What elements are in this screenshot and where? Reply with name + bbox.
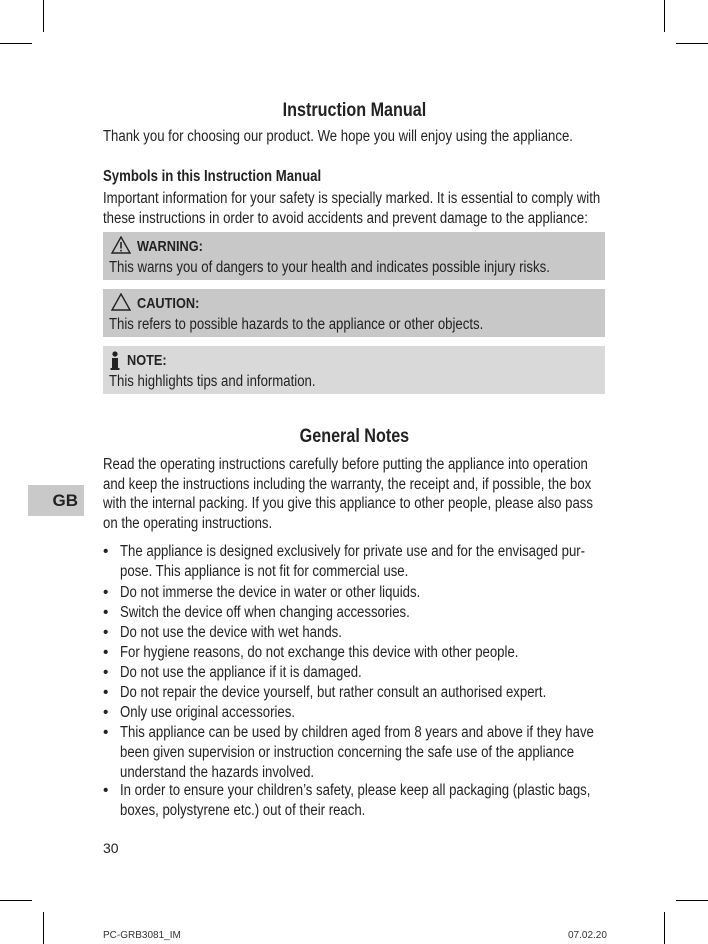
list-item-text: understand the hazards involved. [120,764,315,781]
bullet-icon: • [103,644,109,661]
list-item-text: pose. This appliance is not fit for commercial use. [120,563,409,580]
crop-mark [0,43,32,44]
caution-label: CAUTION: [137,295,200,312]
bullet-icon: • [103,704,109,721]
list-item-text: Switch the device off when changing accessories. [120,604,410,621]
general-notes-text: Read the operating instructions carefully before putting the appliance into operation and keep the instructions including the warranty, the receipt and, if possible, the box with the internal packing. If you give this appliance to other people, please also pass on the operating instructions. [103,456,593,532]
crop-mark [43,912,44,944]
caution-text: This refers to possible hazards to the appliance or other objects. [109,316,484,333]
list-item-text: Do not use the device with wet hands. [120,624,342,641]
list-item-text: In order to ensure your children’s safety, please keep all packaging (plastic bags, [120,782,591,799]
warning-triangle-icon [111,236,131,254]
warning-box [103,232,605,280]
footer-document-code: PC-GRB3081_IM [103,930,181,941]
crop-mark [664,912,665,944]
list-item-text: been given supervision or instruction concerning the safe use of the appliance [120,744,575,761]
intro-text: Thank you for choosing our product. We hope you will enjoy using the appliance. [103,128,573,145]
bullet-icon: • [103,724,109,741]
info-icon [109,351,121,371]
bullet-icon: • [103,604,109,621]
list-item-text: Do not immerse the device in water or other liquids. [120,584,421,601]
list-item-text: Do not repair the device yourself, but rather consult an authorised expert. [120,684,547,701]
bullet-icon: • [103,664,109,681]
note-label: NOTE: [127,352,167,369]
crop-mark [676,43,708,44]
caution-triangle-icon [111,293,131,311]
list-item-text: Do not use the appliance if it is damaged. [120,664,362,681]
crop-mark [664,0,665,32]
warning-label: WARNING: [137,238,203,255]
note-text: This highlights tips and information. [109,373,316,390]
bullet-icon: • [103,543,109,560]
page-number: 30 [103,840,119,856]
crop-mark [43,0,44,32]
crop-mark [0,900,32,901]
crop-mark [676,900,708,901]
symbols-text: Important information for your safety is specially marked. It is essential to comply with these instructions in order to avoid accidents and prevent damage to the appliance: [103,190,601,227]
list-item-text: Only use original accessories. [120,704,296,721]
caution-box [103,289,605,337]
list-item-text: boxes, polystyrene etc.) out of their reach. [120,802,366,819]
list-item-text: The appliance is designed exclusively for private use and for the envisaged pur- [120,543,586,560]
bullet-icon: • [103,684,109,701]
language-tab [28,485,84,516]
footer-date: 07.02.20 [568,930,607,941]
list-item-text: This appliance can be used by children aged from 8 years and above if they have [120,724,594,741]
symbols-heading: Symbols in this Instruction Manual [103,168,322,185]
bullet-icon: • [103,782,109,799]
bullet-icon: • [103,624,109,641]
list-item-text: For hygiene reasons, do not exchange this device with other people. [120,644,519,661]
page-title: Instruction Manual [282,100,426,121]
general-notes-heading: General Notes [299,426,409,447]
bullet-icon: • [103,584,109,601]
note-box [103,346,605,394]
language-tab-label: GB [52,491,78,510]
warning-text: This warns you of dangers to your health and indicates possible injury risks. [109,259,550,276]
